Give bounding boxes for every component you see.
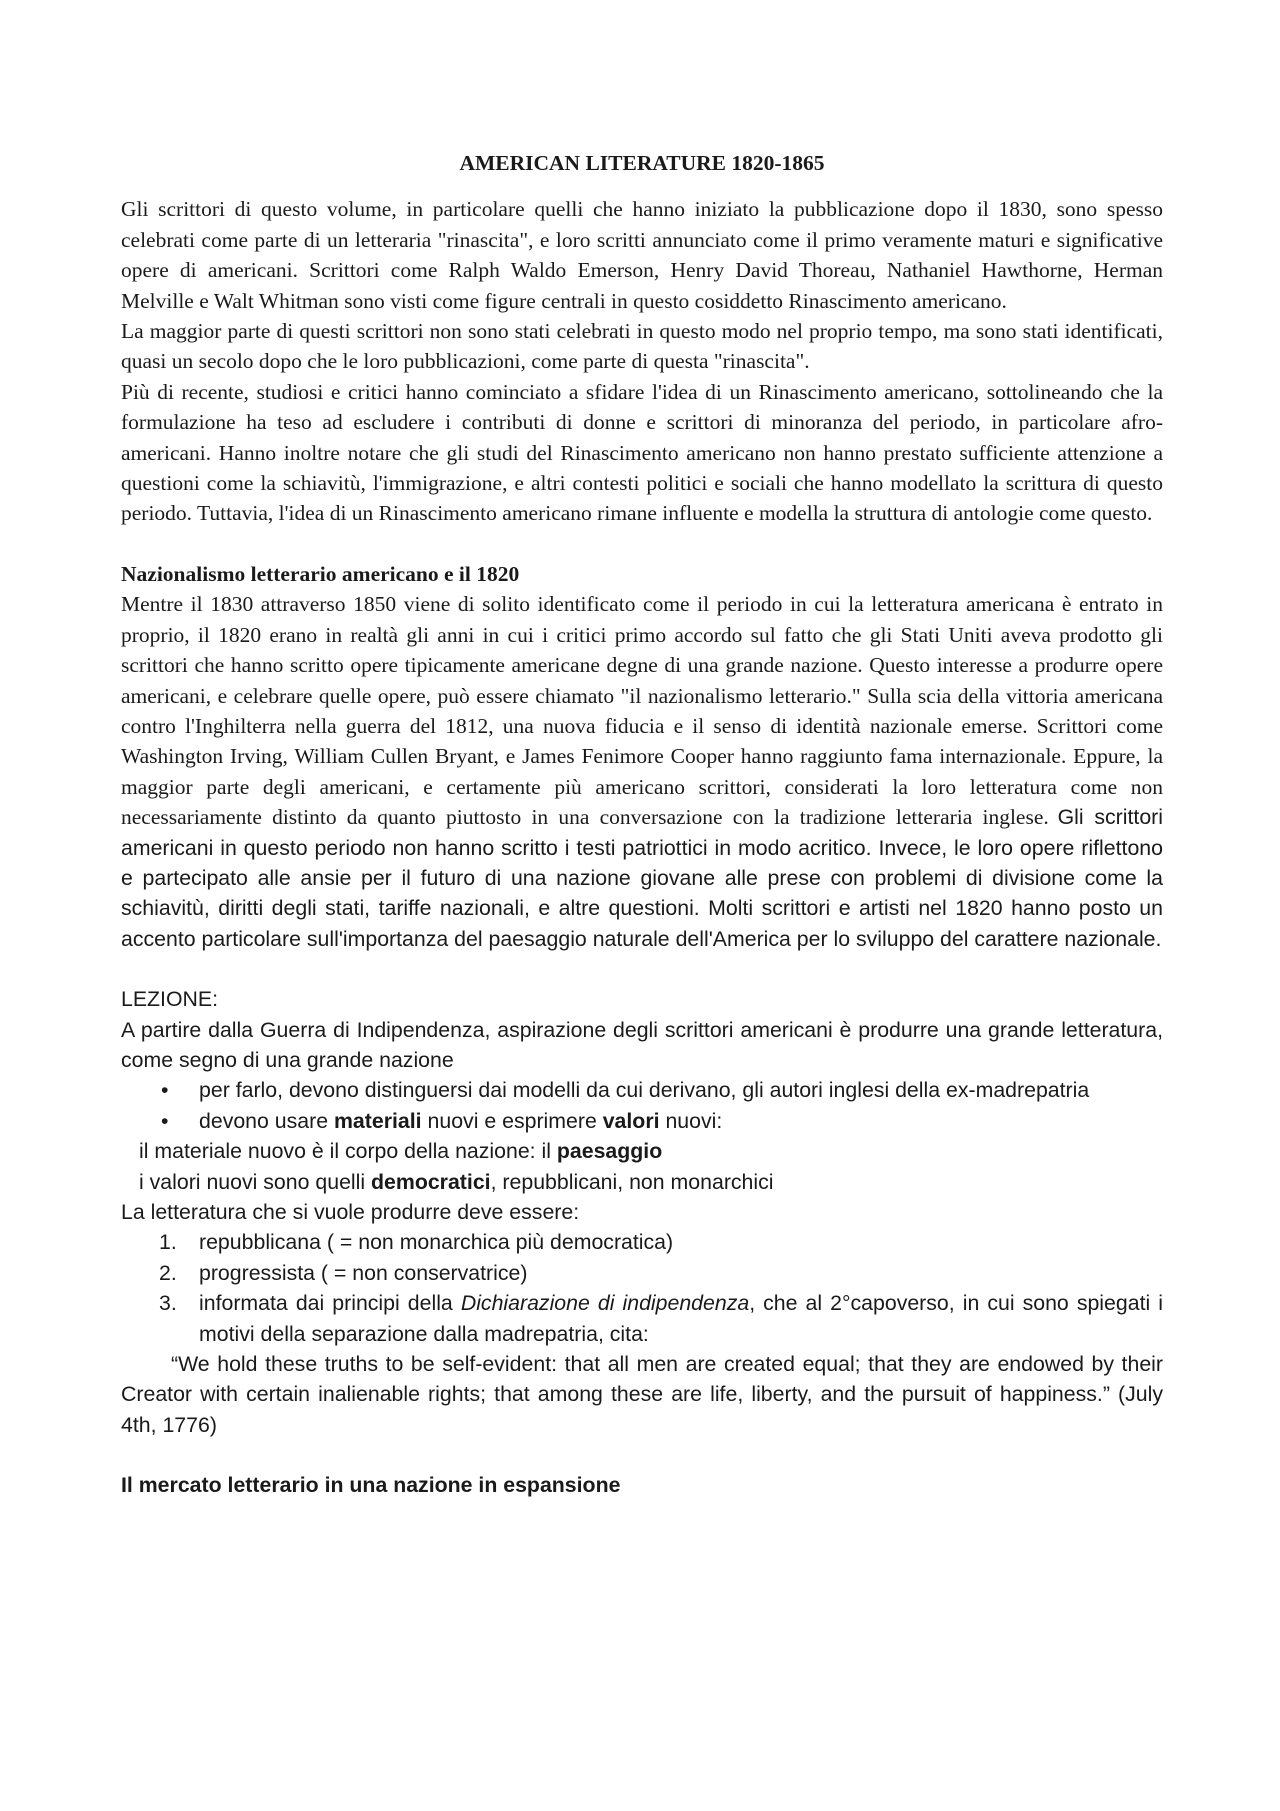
list-text: progressista ( = non conservatrice) — [199, 1260, 528, 1285]
text-run: nuovi: — [659, 1108, 723, 1133]
spacer — [121, 529, 1163, 559]
text-run: devono usare — [199, 1108, 334, 1133]
intro-paragraph-3: Più di recente, studiosi e critici hanno cominciato a sfidare l'idea di un Rinascimento americano, sottolineando che la formulazione ha teso ad escludere i contributi di donne e scrittori di minoranza del periodo, in particolare afro-americani. Hanno inoltre notare che gli studi del Rinascimento americano non hanno prestato sufficiente attenzione a questioni come la schiavitù, l'immigrazione, e altri contesti politici e sociali che hanno modellato la scrittura di questo periodo. Tuttavia, l'idea di un Rinascimento americano rimane influente e modella la struttura di antologie come questo. — [121, 379, 1163, 526]
spacer — [121, 954, 1163, 984]
bold-term-valori: valori — [602, 1108, 660, 1133]
bold-term-democratici: democratici — [371, 1169, 491, 1194]
nationalism-text-serif: Mentre il 1830 attraverso 1850 viene di solito identificato come il periodo in cui la letteratura americana è entrato in proprio, il 1820 erano in realtà gli anni in cui i critici primo accordo sul fatto che gli Stati Uniti aveva prodotto gli scrittori che hanno scritto opere tipicamente americane degne di una grande nazione. Questo interesse a produrre opere americani, e celebrare quelle opere, può essere chiamato "il nazionalismo letterario." Sulla scia della vittoria americana contro l'Inghilterra nella guerra del 1812, una nuova fiducia e il senso di identità nazionale emerse. Scrittori come Washington Irving, William Cullen Bryant, e James Fenimore Cooper hanno raggiunto fama internazionale. Eppure, la maggior parte degli americani, e certamente più americano scrittori, considerati la loro letteratura come non necessariamente distinto da quanto piuttosto in una conversazione con la tradizione letteraria inglese. — [121, 592, 1163, 830]
intro-section — [121, 194, 1163, 528]
list-item — [121, 1258, 1163, 1288]
lezione-line-letteratura: La letteratura che si vuole produrre deve essere: — [121, 1200, 580, 1224]
bullet-marker: • — [161, 1108, 169, 1133]
section-heading-mercato: Il mercato letterario in una nazione in espansione — [121, 1473, 621, 1498]
intro-paragraph-1: Gli scrittori di questo volume, in particolare quelli che hanno iniziato la pubblicazione dopo il 1830, sono spesso celebrati come parte di un letteraria "rinascita", e loro scritti annunciato come il primo veramente maturi e significative opere di americani. Scrittori come Ralph Waldo Emerson, Henry David Thoreau, Nathaniel Hawthorne, Herman Melville e Walt Whitman sono visti come figure centrali in questo cosiddetto Rinascimento americano. — [121, 197, 1163, 313]
bullet-text: per farlo, devono distinguersi dai modelli da cui derivano, gli autori inglesi della ex-madrepatria — [199, 1078, 1090, 1103]
section-heading-nationalism: Nazionalismo letterario americano e il 1820 — [121, 561, 520, 586]
section-nationalism — [121, 559, 1163, 954]
list-text: repubblicana ( = non monarchica più democratica) — [199, 1230, 674, 1255]
bold-term-paesaggio: paesaggio — [556, 1139, 663, 1164]
intro-paragraph-2: La maggior parte di questi scrittori non sono stati celebrati in questo modo nel proprio tempo, ma sono stati identificati, quasi un secolo dopo che le loro pubblicazioni, come parte di questa "rinascita". — [121, 319, 1163, 374]
declaration-quote: “We hold these truths to be self-evident: that all men are created equal; that they are endowed by their Creator with certain inalienable rights; that among these are life, liberty, and the pursuit of happiness.” (July 4th, 1776) — [121, 1352, 1163, 1437]
lezione-line-paesaggio — [121, 1136, 1163, 1166]
list-text — [199, 1291, 1163, 1345]
text-run: , repubblicani, non monarchici — [490, 1169, 774, 1194]
list-item — [121, 1288, 1163, 1349]
nationalism-text-sans: Gli scrittori americani in questo periodo non hanno scritto i testi patriottici in modo acritico. Invece, le loro opere riflettono e partecipato alle ansie per il futuro di una nazione giovane alle prese con problemi di divisione come la schiavitù, diritti degli stati, tariffe nazionali, e altre questioni. Molti scrittori e artisti nel 1820 hanno posto un accento particolare sull'importanza del paesaggio naturale dell'America per lo sviluppo del carattere nazionale. — [121, 805, 1163, 951]
lezione-label: LEZIONE: — [121, 987, 219, 1012]
list-item — [121, 1075, 1163, 1105]
text-run: , che al 2°capoverso, in cui sono spiegati i motivi della separazione dalla madrepatria, cita: — [199, 1291, 1163, 1346]
text-run: i valori nuovi sono quelli — [139, 1169, 372, 1194]
bullet-marker: • — [161, 1078, 169, 1103]
list-number: 1. — [159, 1230, 177, 1255]
spacer — [121, 1440, 1163, 1470]
lezione-numbered-list — [121, 1227, 1163, 1349]
lezione-section — [121, 984, 1163, 1440]
text-run: informata dai principi della — [199, 1291, 461, 1316]
list-number: 2. — [159, 1260, 177, 1285]
text-run: il materiale nuovo è il corpo della nazione: il — [139, 1139, 557, 1164]
lezione-line-democratici — [121, 1167, 1163, 1197]
list-item — [121, 1106, 1163, 1136]
bold-term-materiali: materiali — [333, 1108, 422, 1133]
italic-document-title: Dichiarazione di indipendenza — [460, 1291, 750, 1316]
lezione-intro: A partire dalla Guerra di Indipendenza, aspirazione degli scrittori americani è produrre una grande letteratura, come segno di una grande nazione — [121, 1017, 1163, 1072]
document-page — [121, 148, 1163, 1501]
list-item — [121, 1227, 1163, 1257]
lezione-bullet-list — [121, 1075, 1163, 1136]
list-number: 3. — [159, 1291, 177, 1316]
text-run: nuovi e esprimere — [421, 1108, 603, 1133]
document-title: AMERICAN LITERATURE 1820-1865 — [459, 151, 825, 175]
bullet-text — [199, 1109, 722, 1133]
section-nationalism-paragraph — [121, 589, 1163, 954]
